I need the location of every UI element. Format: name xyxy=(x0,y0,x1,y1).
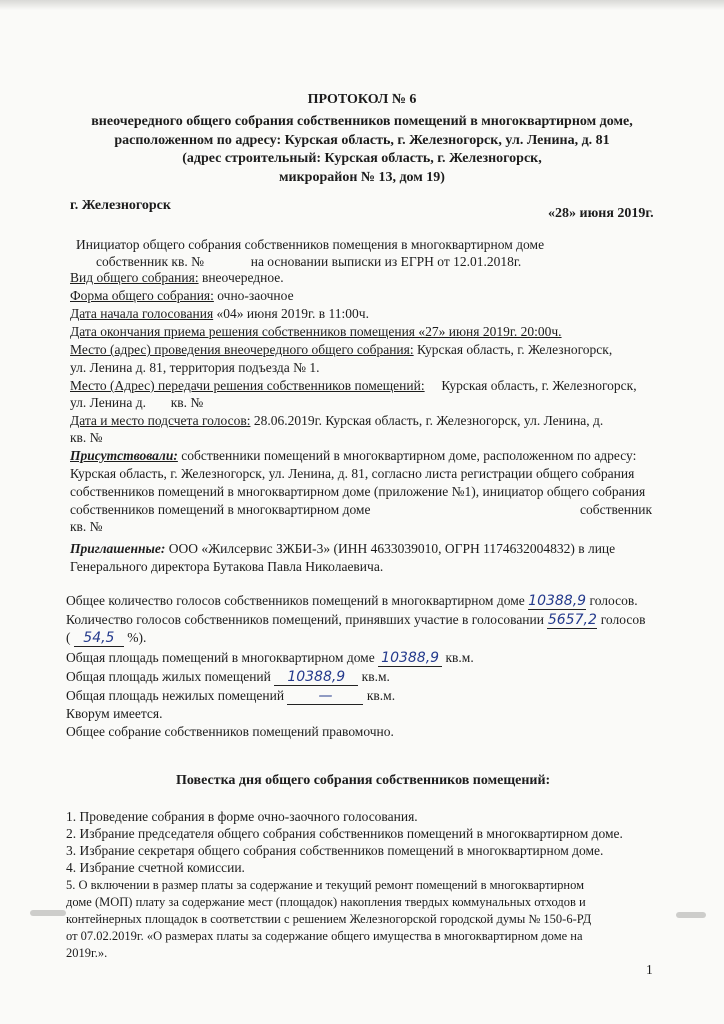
invited-row-2: Генерального директора Бутакова Павла Николаевича. xyxy=(70,559,384,574)
participated-votes-unit: голосов xyxy=(600,612,646,627)
total-votes-label: Общее количество голосов собственников помещений в многоквартирном доме xyxy=(66,593,525,608)
scan-edge xyxy=(0,0,724,10)
venue-row-2: ул. Ленина д. 81, территория подъезда № 1. xyxy=(70,360,320,375)
protocol-title: ПРОТОКОЛ № 6 xyxy=(307,92,417,107)
transfer-label: Место (Адрес) передачи решения собственников помещений: xyxy=(70,378,425,393)
present-row-3: собственников помещений в многоквартирном доме (приложение №1), инициатор общего собрания xyxy=(70,484,646,499)
agenda-item-5-line-4: от 07.02.2019г. «О размерах платы за содержание общего имущества в многоквартирном доме на xyxy=(66,929,583,943)
scan-smudge xyxy=(30,910,66,916)
meeting-form-row xyxy=(70,288,294,304)
agenda-item-1: 1. Проведение собрания в форме очно-заочного голосования. xyxy=(66,809,418,824)
header-line-4: микрорайон № 13, дом 19) xyxy=(279,170,445,185)
header-line-2: расположенном по адресу: Курская область, г. Железногорск, ул. Ленина, д. 81 xyxy=(114,133,610,148)
venue-row xyxy=(70,342,612,358)
present-row-4b: собственник xyxy=(580,502,653,517)
meeting-type-value: внеочередное. xyxy=(201,270,284,285)
participation-percent-handwritten: 54,5 xyxy=(74,630,124,647)
voting-start-value: «04» июня 2019г. в 11:00ч. xyxy=(216,306,369,321)
percent-open-paren: ( xyxy=(66,630,71,645)
meeting-valid-text: Общее собрание собственников помещений правомочно. xyxy=(66,724,394,739)
voting-end-row: Дата окончания приема решения собственников помещения «27» июня 2019г. 20:00ч. xyxy=(70,324,562,339)
venue-value: Курская область, г. Железногорск, xyxy=(417,342,613,357)
residential-area-label: Общая площадь жилых помещений xyxy=(66,669,271,684)
transfer-street: ул. Ленина д. xyxy=(70,395,146,410)
meeting-form-label: Форма общего собрания: xyxy=(70,288,214,303)
agenda-item-5-line-5: 2019г.». xyxy=(66,946,108,960)
city: г. Железногорск xyxy=(70,198,171,213)
agenda-title: Повестка дня общего собрания собственников помещений: xyxy=(176,773,551,788)
present-row-5: кв. № xyxy=(70,519,103,534)
nonresidential-area-row xyxy=(66,688,395,705)
present-row-1 xyxy=(70,448,636,464)
total-votes-unit: голосов. xyxy=(589,593,638,608)
agenda-item-5-line-2: доме (МОП) плату за содержание мест (площадок) накопления твердых коммунальных отходов и xyxy=(66,895,586,909)
invited-row-1 xyxy=(70,541,615,557)
present-text-1: собственники помещений в многоквартирном доме, расположенном по адресу: xyxy=(181,448,637,463)
participated-votes-handwritten: 5657,2 xyxy=(547,612,597,628)
initiator-line-2 xyxy=(96,254,521,270)
count-row-2: кв. № xyxy=(70,430,103,445)
transfer-apartment: кв. № xyxy=(170,395,204,410)
count-value: 28.06.2019г. Курская область, г. Железногорск, ул. Ленина, д. xyxy=(253,413,604,428)
transfer-value: Курская область, г. Железногорск, xyxy=(441,378,637,393)
invited-text-1: ООО «Жилсервис ЗЖБИ-3» (ИНН 4633039010, ОГРН 1174632004832) в лице xyxy=(168,541,616,556)
invited-label: Приглашенные: xyxy=(70,541,166,556)
total-votes-handwritten: 10388,9 xyxy=(528,593,587,609)
agenda-item-2: 2. Избрание председателя общего собрания собственников помещений в многоквартирном доме. xyxy=(66,826,623,841)
residential-area-handwritten: 10388,9 xyxy=(274,669,358,686)
total-votes-row xyxy=(66,593,638,610)
initiator-line-1: Инициатор общего собрания собственников помещения в многоквартирном доме xyxy=(76,237,545,252)
meeting-type-row xyxy=(70,270,284,286)
agenda-item-5-line-3: контейнерных площадок в соответствии с решением Железногорской городской думы № 150-6-РД xyxy=(66,912,592,926)
venue-label: Место (адрес) проведения внеочередного общего собрания: xyxy=(70,342,414,357)
initiator-basis: на основании выписки из ЕГРН от 12.01.2018г. xyxy=(250,254,522,269)
participation-percent-row xyxy=(66,630,146,647)
nonresidential-area-handwritten: — xyxy=(287,688,363,705)
scan-smudge xyxy=(676,912,706,918)
page-number: 1 xyxy=(646,962,653,977)
agenda-item-4: 4. Избрание счетной комиссии. xyxy=(66,860,245,875)
residential-area-row xyxy=(66,669,390,686)
meeting-form-value: очно-заочное xyxy=(217,288,294,303)
present-row-2: Курская область, г. Железногорск, ул. Ленина, д. 81, согласно листа регистрации общего собрания xyxy=(70,466,635,481)
present-label: Присутствовали: xyxy=(70,448,178,463)
total-area-row xyxy=(66,650,474,667)
transfer-row xyxy=(70,378,637,394)
count-label: Дата и место подсчета голосов: xyxy=(70,413,251,428)
total-area-label: Общая площадь помещений в многоквартирном доме xyxy=(66,650,375,665)
header-line-1: внеочередного общего собрания собственников помещений в многоквартирном доме, xyxy=(91,114,633,129)
initiator-apartment: собственник кв. № xyxy=(96,254,204,269)
participated-votes-row xyxy=(66,612,645,629)
header-line-3: (адрес строительный: Курская область, г. Железногорск, xyxy=(182,151,542,166)
nonresidential-area-label: Общая площадь нежилых помещений xyxy=(66,688,285,703)
agenda-item-3: 3. Избрание секретаря общего собрания собственников помещений в многоквартирном доме. xyxy=(66,843,604,858)
nonresidential-area-unit: кв.м. xyxy=(366,688,396,703)
agenda-item-5-line-1: 5. О включении в размер платы за содержание и текущий ремонт помещений в многоквартирном xyxy=(66,878,585,892)
total-area-handwritten: 10388,9 xyxy=(378,650,442,667)
transfer-row-2 xyxy=(70,395,203,411)
residential-area-unit: кв.м. xyxy=(361,669,390,684)
document-date: «28» июня 2019г. xyxy=(548,206,654,221)
quorum-text: Кворум имеется. xyxy=(66,706,163,721)
voting-start-label: Дата начала голосования xyxy=(70,306,214,321)
count-row xyxy=(70,413,603,429)
present-row-4a: собственников помещений в многоквартирном доме xyxy=(70,502,371,517)
participated-votes-label: Количество голосов собственников помещений, принявших участие в голосовании xyxy=(66,612,544,627)
meeting-type-label: Вид общего собрания: xyxy=(70,270,199,285)
total-area-unit: кв.м. xyxy=(445,650,474,665)
percent-close: %). xyxy=(127,630,147,645)
voting-start-row xyxy=(70,306,369,322)
